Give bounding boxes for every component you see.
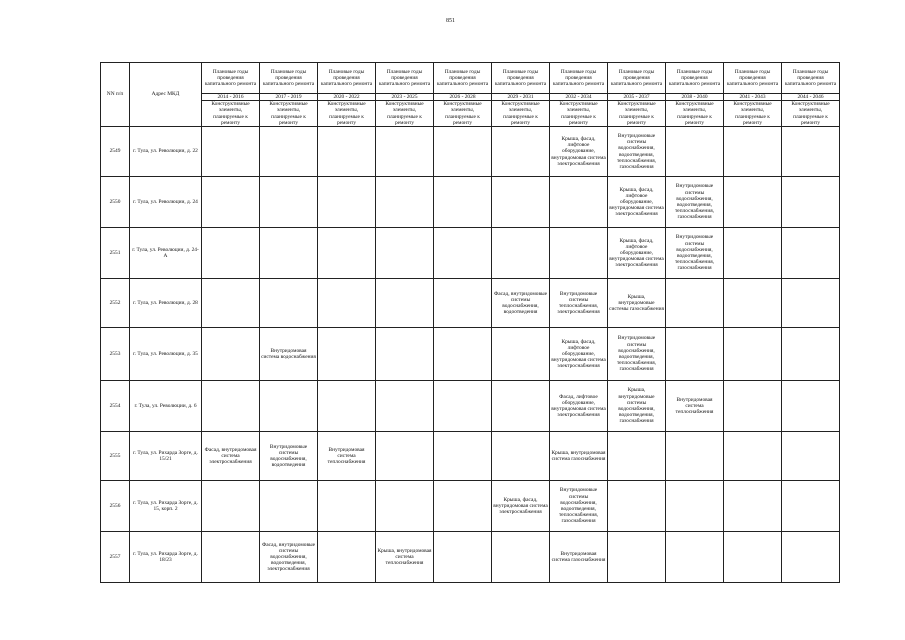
repair-cell: Крыша, фасад, лифтовое оборудование, внутридомовая система электроснабжения bbox=[550, 127, 608, 177]
repair-cell bbox=[260, 177, 318, 228]
header-elements: Конструктивные элементы, планируемые к ремонту bbox=[666, 101, 724, 127]
repair-cell bbox=[434, 481, 492, 532]
repair-cell bbox=[376, 127, 434, 177]
repair-cell bbox=[202, 228, 260, 279]
repair-cell bbox=[782, 328, 840, 381]
repair-cell: Внутридомовые системы водоснабжения, водоотведения bbox=[260, 432, 318, 481]
repair-cell bbox=[202, 279, 260, 328]
repair-cell bbox=[608, 532, 666, 583]
table-row bbox=[101, 481, 840, 532]
repair-cell: Внутридомовые системы водоснабжения, водоотведения, теплоснабжения, газоснабжения bbox=[608, 127, 666, 177]
header-elements: Конструктивные элементы, планируемые к ремонту bbox=[782, 101, 840, 127]
repair-cell bbox=[434, 432, 492, 481]
repair-cell bbox=[492, 381, 550, 432]
repair-cell bbox=[608, 481, 666, 532]
repair-cell bbox=[492, 328, 550, 381]
repair-cell bbox=[318, 228, 376, 279]
repair-cell bbox=[782, 127, 840, 177]
repair-cell: Фасад, внутридомовая система электроснабжения bbox=[202, 432, 260, 481]
repair-cell: Внутридомовая система газоснабжения bbox=[550, 532, 608, 583]
row-address: г. Тула, ул. Революции, д. 24-А bbox=[130, 228, 202, 279]
repair-cell: Внутридомовая система теплоснабжения bbox=[666, 381, 724, 432]
repair-cell bbox=[318, 279, 376, 328]
row-address: г. Тула, ул. Рихарда Зорге, д. 15, корп. 2 bbox=[130, 481, 202, 532]
repair-cell bbox=[782, 279, 840, 328]
row-address: г. Тула, ул. Революции, д. 6 bbox=[130, 381, 202, 432]
header-elements: Конструктивные элементы, планируемые к ремонту bbox=[492, 101, 550, 127]
repair-cell bbox=[666, 127, 724, 177]
repair-cell: Крыша, фасад, лифтовое оборудование, внутридомовая система электроснабжения bbox=[550, 328, 608, 381]
table-row bbox=[101, 432, 840, 481]
repair-cell bbox=[782, 177, 840, 228]
repair-cell bbox=[724, 177, 782, 228]
row-number: 2553 bbox=[101, 328, 130, 381]
row-address: г. Тула, ул. Революции, д. 35 bbox=[130, 328, 202, 381]
row-number: 2556 bbox=[101, 481, 130, 532]
repair-cell bbox=[608, 432, 666, 481]
header-plan-title: Плановые годы проведения капитального ремонта bbox=[782, 63, 840, 94]
repair-cell bbox=[434, 127, 492, 177]
repair-cell: Крыша, фасад, лифтовое оборудование, внутридомовая система электроснабжения bbox=[608, 177, 666, 228]
header-address: Адрес МКД bbox=[130, 63, 202, 127]
repair-cell bbox=[376, 432, 434, 481]
repair-cell: Фасад, лифтовое оборудование, внутридомовая система электроснабжения bbox=[550, 381, 608, 432]
row-number: 2554 bbox=[101, 381, 130, 432]
row-number: 2551 bbox=[101, 228, 130, 279]
repair-cell bbox=[492, 228, 550, 279]
header-elements: Конструктивные элементы, планируемые к ремонту bbox=[608, 101, 666, 127]
repair-cell bbox=[666, 532, 724, 583]
repair-cell bbox=[782, 532, 840, 583]
repair-cell bbox=[724, 532, 782, 583]
repair-cell: Внутридомовые системы водоснабжения, водоотведения, теплоснабжения, газоснабжения bbox=[666, 177, 724, 228]
table-row bbox=[101, 127, 840, 177]
header-period: 2023 - 2025 bbox=[376, 94, 434, 101]
row-number: 2557 bbox=[101, 532, 130, 583]
repair-cell: Фасад, внутридомовые системы водоснабжения, водоотведения bbox=[492, 279, 550, 328]
header-plan-title: Плановые годы проведения капитального ремонта bbox=[550, 63, 608, 94]
row-address: г. Тула, ул. Революции, д. 28 bbox=[130, 279, 202, 328]
header-plan-title: Плановые годы проведения капитального ремонта bbox=[434, 63, 492, 94]
repair-cell bbox=[260, 279, 318, 328]
header-plan-title: Плановые годы проведения капитального ремонта bbox=[260, 63, 318, 94]
repair-cell bbox=[724, 279, 782, 328]
header-elements: Конструктивные элементы, планируемые к ремонту bbox=[434, 101, 492, 127]
repair-cell bbox=[492, 532, 550, 583]
repair-cell bbox=[202, 328, 260, 381]
page-number: 851 bbox=[446, 18, 455, 24]
repair-cell bbox=[376, 228, 434, 279]
table-row bbox=[101, 328, 840, 381]
table-row bbox=[101, 381, 840, 432]
repair-cell bbox=[550, 177, 608, 228]
repair-cell bbox=[376, 381, 434, 432]
row-number: 2550 bbox=[101, 177, 130, 228]
header-elements: Конструктивные элементы, планируемые к ремонту bbox=[318, 101, 376, 127]
header-plan-title: Плановые годы проведения капитального ремонта bbox=[666, 63, 724, 94]
header-elements: Конструктивные элементы, планируемые к ремонту bbox=[202, 101, 260, 127]
repair-cell bbox=[260, 127, 318, 177]
repair-cell bbox=[376, 328, 434, 381]
header-period: 2035 - 2037 bbox=[608, 94, 666, 101]
repair-cell bbox=[724, 381, 782, 432]
repair-cell: Внутридомовая система теплоснабжения bbox=[318, 432, 376, 481]
header-plan-title: Плановые годы проведения капитального ремонта bbox=[318, 63, 376, 94]
repair-cell: Крыша, внутридомовые системы газоснабжения bbox=[608, 279, 666, 328]
repair-cell bbox=[666, 279, 724, 328]
repair-cell bbox=[318, 532, 376, 583]
repair-cell: Крыша, внутридомовые системы водоснабжения, водоотведения, газоснабжения bbox=[608, 381, 666, 432]
repair-cell bbox=[434, 228, 492, 279]
row-number: 2549 bbox=[101, 127, 130, 177]
repair-cell bbox=[260, 381, 318, 432]
repair-cell bbox=[318, 328, 376, 381]
header-period: 2026 - 2028 bbox=[434, 94, 492, 101]
repair-cell bbox=[782, 381, 840, 432]
header-plan-title: Плановые годы проведения капитального ремонта bbox=[724, 63, 782, 94]
header-period: 2038 - 2040 bbox=[666, 94, 724, 101]
row-address: г. Тула, ул. Революции, д. 22 bbox=[130, 127, 202, 177]
table-row bbox=[101, 279, 840, 328]
repair-cell: Крыша, фасад, лифтовое оборудование, внутридомовая система электроснабжения bbox=[608, 228, 666, 279]
header-elements: Конструктивные элементы, планируемые к ремонту bbox=[724, 101, 782, 127]
repair-cell bbox=[724, 127, 782, 177]
repair-cell: Внутридомовые системы водоснабжения, водоотведения, теплоснабжения, газоснабжения bbox=[666, 228, 724, 279]
repair-cell bbox=[666, 328, 724, 381]
header-period: 2041 - 2043 bbox=[724, 94, 782, 101]
row-number: 2552 bbox=[101, 279, 130, 328]
repair-cell bbox=[318, 177, 376, 228]
repair-cell bbox=[724, 432, 782, 481]
repair-cell bbox=[318, 381, 376, 432]
repair-cell bbox=[434, 381, 492, 432]
repair-cell bbox=[782, 481, 840, 532]
header-plan-title: Плановые годы проведения капитального ремонта bbox=[608, 63, 666, 94]
header-elements: Конструктивные элементы, планируемые к ремонту bbox=[260, 101, 318, 127]
repair-cell bbox=[434, 328, 492, 381]
header-period: 2032 - 2034 bbox=[550, 94, 608, 101]
repair-cell bbox=[550, 228, 608, 279]
table-row bbox=[101, 177, 840, 228]
row-address: г. Тула, ул. Рихарда Зорге, д. 18/23 bbox=[130, 532, 202, 583]
header-plan-title: Плановые годы проведения капитального ремонта bbox=[202, 63, 260, 94]
repair-cell bbox=[376, 481, 434, 532]
repair-cell: Внутридомовые системы водоснабжения, водоотведения, теплоснабжения, газоснабжения bbox=[550, 481, 608, 532]
repair-cell bbox=[492, 127, 550, 177]
repair-cell bbox=[318, 481, 376, 532]
row-address: г. Тула, ул. Революции, д. 24 bbox=[130, 177, 202, 228]
repair-cell bbox=[202, 481, 260, 532]
header-plan-title: Плановые годы проведения капитального ремонта bbox=[376, 63, 434, 94]
header-period: 2014 - 2016 bbox=[202, 94, 260, 101]
repair-cell bbox=[782, 228, 840, 279]
repair-cell bbox=[318, 127, 376, 177]
repair-cell bbox=[724, 328, 782, 381]
repair-cell: Фасад, внутридомовые системы водоснабжения, водоотведения, электроснабжения bbox=[260, 532, 318, 583]
repair-cell bbox=[202, 532, 260, 583]
header-period: 2020 - 2022 bbox=[318, 94, 376, 101]
header-period: 2029 - 2031 bbox=[492, 94, 550, 101]
repair-cell: Внутридомовые системы водоснабжения, водоотведения, теплоснабжения, газоснабжения bbox=[608, 328, 666, 381]
repair-cell bbox=[376, 279, 434, 328]
repair-cell bbox=[434, 532, 492, 583]
repair-cell bbox=[724, 228, 782, 279]
table-row bbox=[101, 228, 840, 279]
repair-cell bbox=[782, 432, 840, 481]
repair-cell: Крыша, внутридомовая система газоснабжения bbox=[550, 432, 608, 481]
repair-cell bbox=[492, 432, 550, 481]
repair-cell bbox=[666, 481, 724, 532]
header-plan-title: Плановые годы проведения капитального ремонта bbox=[492, 63, 550, 94]
repair-cell bbox=[202, 177, 260, 228]
repair-cell: Крыша, фасад, внутридомовая система электроснабжения bbox=[492, 481, 550, 532]
header-elements: Конструктивные элементы, планируемые к ремонту bbox=[550, 101, 608, 127]
repair-cell bbox=[376, 177, 434, 228]
repair-cell bbox=[202, 127, 260, 177]
repair-cell bbox=[202, 381, 260, 432]
header-period: 2017 - 2019 bbox=[260, 94, 318, 101]
repair-cell bbox=[666, 432, 724, 481]
repair-cell: Крыша, внутридомовая система теплоснабжения bbox=[376, 532, 434, 583]
repair-cell: Внутридомовая система водоснабжения bbox=[260, 328, 318, 381]
row-number: 2555 bbox=[101, 432, 130, 481]
table-row bbox=[101, 532, 840, 583]
repair-cell bbox=[492, 177, 550, 228]
repair-cell bbox=[434, 177, 492, 228]
row-address: г. Тула, ул. Рихарда Зорге, д. 15/21 bbox=[130, 432, 202, 481]
capital-repair-table bbox=[100, 62, 840, 583]
repair-cell bbox=[724, 481, 782, 532]
repair-cell bbox=[260, 481, 318, 532]
header-num: NN п/п bbox=[101, 63, 130, 127]
repair-cell: Внутридомовые системы теплоснабжения, электроснабжения bbox=[550, 279, 608, 328]
header-elements: Конструктивные элементы, планируемые к ремонту bbox=[376, 101, 434, 127]
header-period: 2044 - 2046 bbox=[782, 94, 840, 101]
repair-cell bbox=[260, 228, 318, 279]
repair-cell bbox=[434, 279, 492, 328]
